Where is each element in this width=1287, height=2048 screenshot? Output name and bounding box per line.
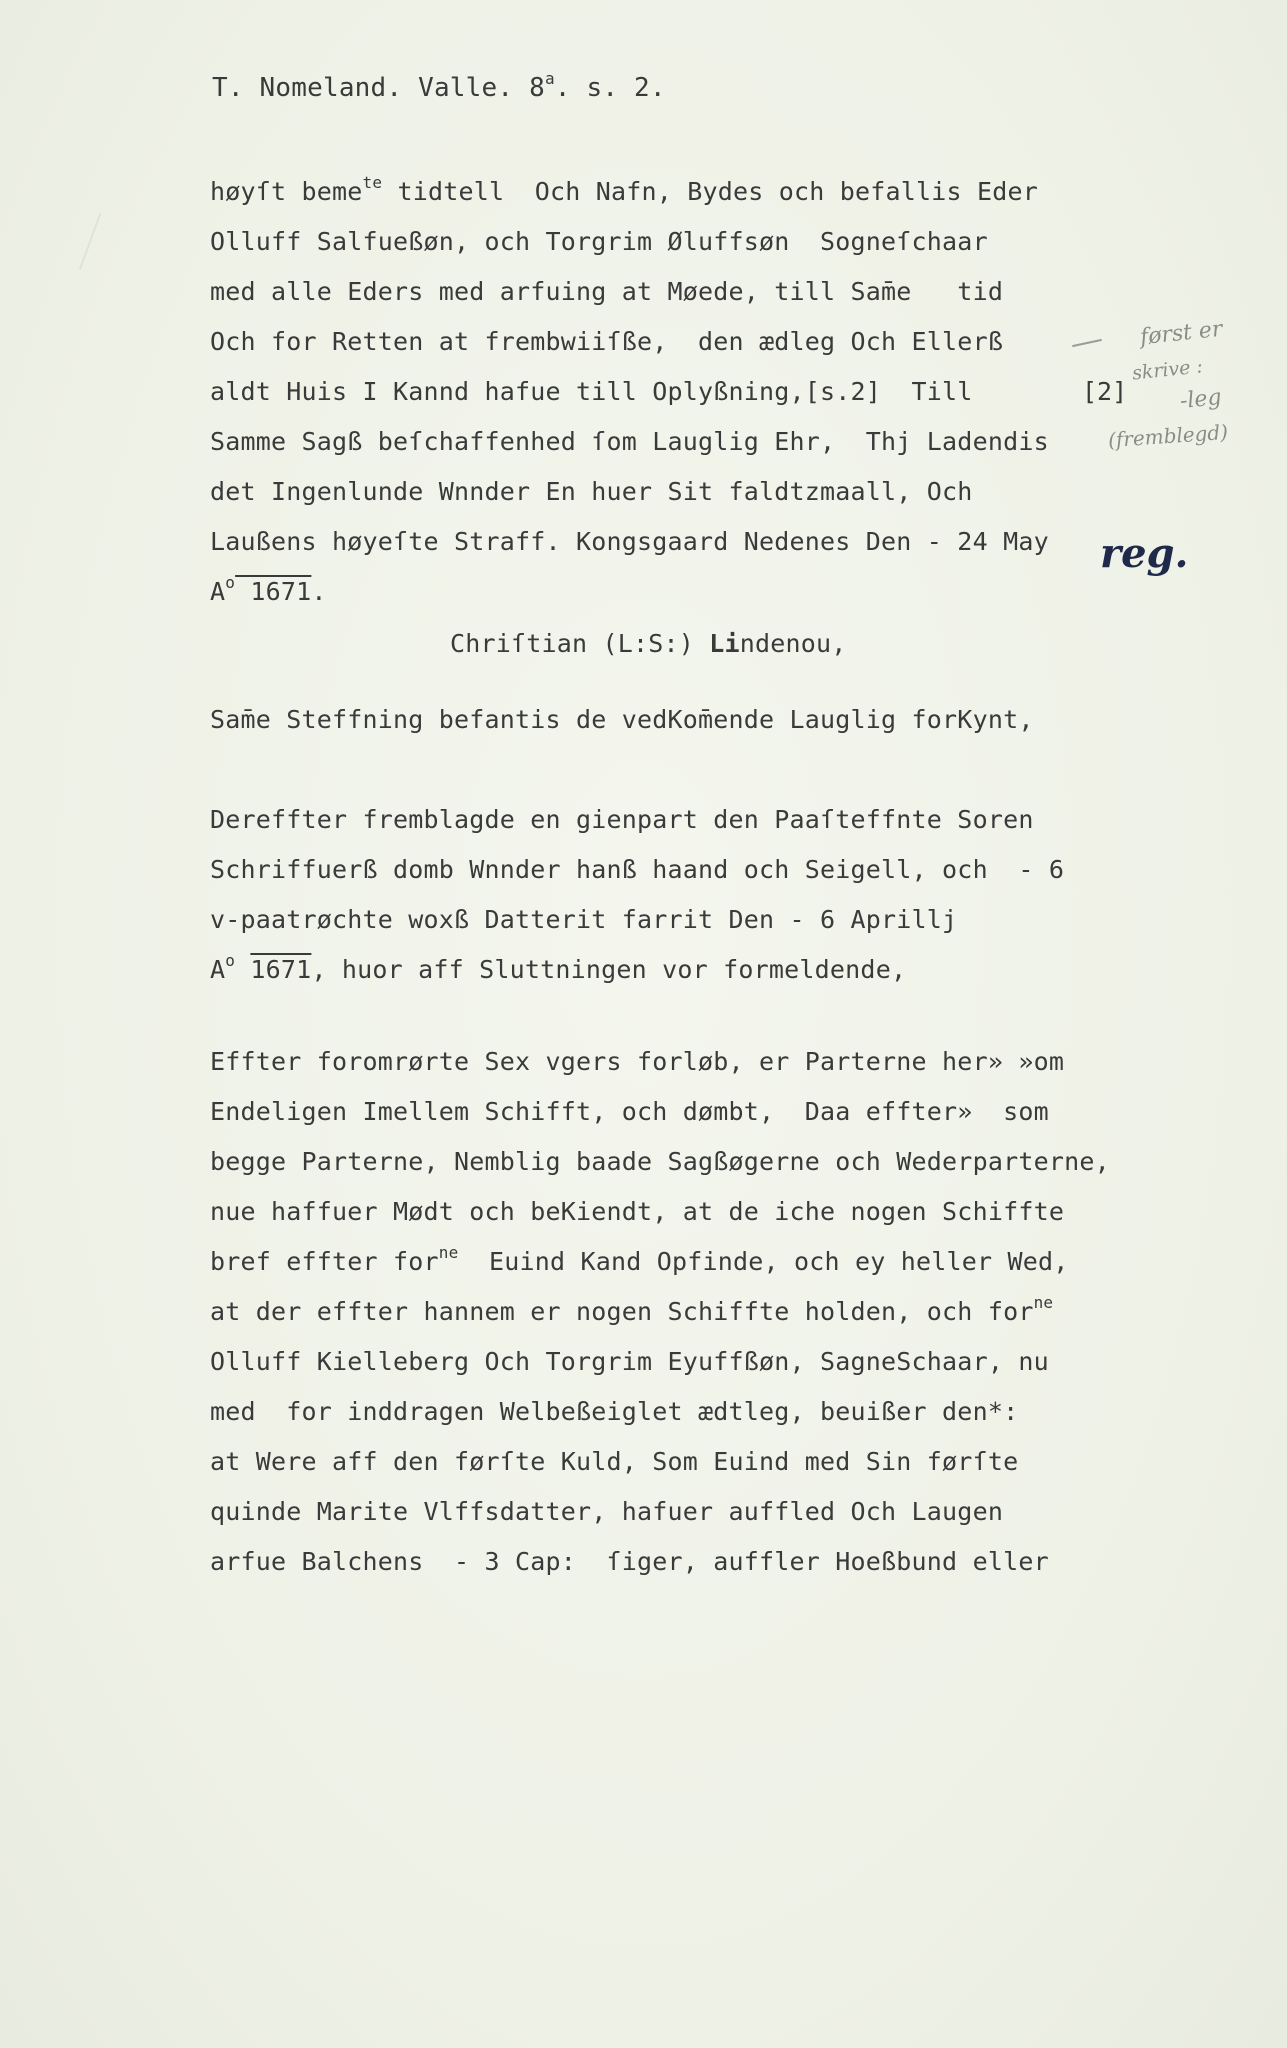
text-line: Olluff Salfueßøn, och Torgrim Øluffsøn Sogneſchaar	[210, 227, 988, 256]
text-span: A	[210, 955, 226, 984]
text-span: .	[311, 577, 327, 606]
ink-annotation-reg: reg.	[1100, 530, 1189, 577]
text-line: Samme Sagß beſchaffenhed ſom Lauglig Ehr, Thj Ladendis	[210, 427, 1049, 456]
superscript: ne	[1033, 1293, 1054, 1312]
year-overlined: 1671	[250, 955, 312, 984]
page-marker: [2]	[1082, 377, 1128, 406]
text-line: quinde Marite Vlffsdatter, hafuer auffled Och Laugen	[210, 1497, 1004, 1526]
pencil-note-line3: -leg	[1178, 384, 1223, 415]
text-span: tidtell Och Nafn, Bydes och befallis Eder	[382, 177, 1038, 206]
text-line: med for inddragen Welbeßeiglet ædtleg, beuißer den*:	[210, 1397, 1019, 1426]
text-line	[210, 1293, 1054, 1328]
header-ref: 8	[529, 73, 545, 103]
text-line: det Ingenlunde Wnnder En huer Sit faldtzmaall, Och	[210, 477, 973, 506]
signature-line	[450, 628, 847, 660]
text-line	[210, 573, 327, 608]
text-line: med alle Eders med arfuing at Møede, till Sam̄e tid	[210, 277, 1004, 306]
year-overlined: 1671	[235, 577, 312, 606]
signature-text: ndenou,	[739, 629, 847, 658]
text-line	[210, 951, 907, 986]
text-line: Dereffter fremblagde en gienpart den Paaſteffnte Soren	[210, 805, 1034, 834]
text-span: at der effter hannem er nogen Schiffte holden, och for	[210, 1297, 1034, 1326]
pencil-note-line1: først er	[1138, 316, 1224, 351]
superscript: o	[225, 573, 236, 592]
text-span: bref effter for	[210, 1247, 439, 1276]
text-span: høyſt beme	[210, 177, 363, 206]
superscript: o	[225, 951, 236, 970]
text-span: A	[210, 577, 226, 606]
text-line: begge Parterne, Nemblig baade Sagßøgerne och Wederparterne,	[210, 1147, 1110, 1176]
text-line: Endeligen Imellem Schifft, och dømbt, Daa effter» som	[210, 1097, 1049, 1126]
pencil-note-line4: (fremblegd)	[1107, 419, 1229, 453]
text-line	[210, 1243, 1069, 1278]
pencil-dash-mark	[1072, 339, 1102, 347]
text-line: nue haffuer Mødt och beKiendt, at de iche nogen Schiffte	[210, 1197, 1065, 1226]
text-line: Effter foromrørte Sex vgers forløb, er Parterne her» »om	[210, 1047, 1065, 1076]
text-line: aldt Huis I Kannd hafue till Oplyßning,[s.2] Till	[210, 377, 973, 406]
signature-text: Chriſtian (L:S:)	[450, 629, 710, 658]
text-line	[210, 173, 1038, 208]
text-line: arfue Balchens - 3 Cap: ſiger, auffler Hoeßbund eller	[210, 1547, 1049, 1576]
faint-pencil-mark	[79, 213, 139, 284]
header-ref-sup: a	[544, 69, 555, 88]
text-span	[235, 955, 250, 984]
header-page-label: s. 2.	[586, 73, 666, 103]
header-place: T. Nomeland. Valle.	[212, 73, 514, 103]
text-line: Sam̄e Steffning befantis de vedKom̄ende Lauglig forKynt,	[210, 705, 1034, 734]
text-line: Laußens høyeſte Straff. Kongsgaard Nedenes Den - 24 May	[210, 527, 1049, 556]
text-line: at Were aff den førſte Kuld, Som Euind med Sin førſte	[210, 1447, 1019, 1476]
text-line: Olluff Kielleberg Och Torgrim Eyuffßøn, SagneSchaar, nu	[210, 1347, 1049, 1376]
text-line: v-paatrøchte woxß Datterit farrit Den - 6 Aprillj	[210, 905, 958, 934]
page-header: T. Nomeland. Valle. 8$^a$. s. 2.	[212, 69, 666, 103]
text-span: Euind Kand Opfinde, och ey heller Wed,	[458, 1247, 1069, 1276]
signature-bold: Li	[709, 629, 740, 658]
text-line: Schriffuerß domb Wnnder hanß haand och Seigell, och - 6	[210, 855, 1065, 884]
text-line: Och for Retten at frembwiiſße, den ædleg Och Ellerß	[210, 327, 1004, 356]
superscript: te	[362, 173, 383, 192]
text-span: , huor aff Sluttningen vor formeldende,	[311, 955, 907, 984]
superscript: ne	[438, 1243, 459, 1262]
pencil-note-line2: skrive :	[1131, 355, 1204, 385]
